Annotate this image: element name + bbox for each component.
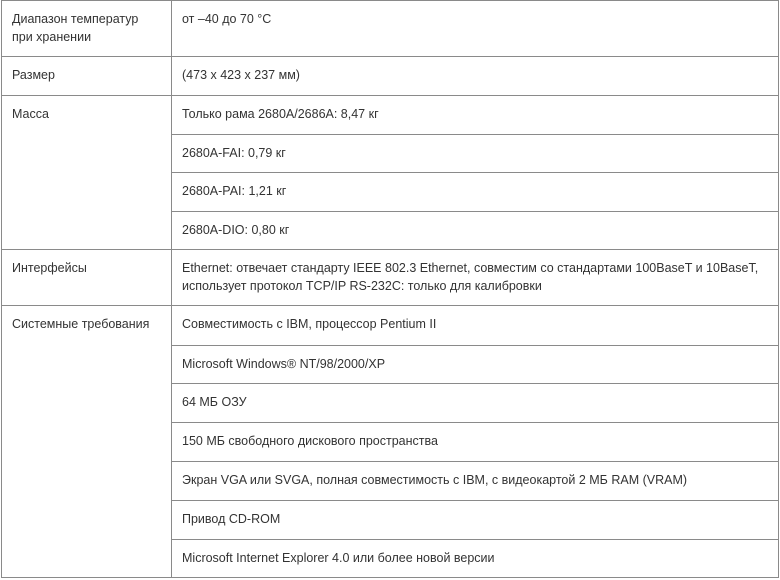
spec-label-storage-temperature: Диапазон температур при хранении [2, 1, 172, 57]
spec-value-sysreq-os: Microsoft Windows® NT/98/2000/XP [172, 346, 779, 384]
spec-value-sysreq-display: Экран VGA или SVGA, полная совместимость с IBM, с видеокартой 2 МБ RAM (VRAM) [172, 462, 779, 501]
table-row [2, 96, 779, 135]
spec-table [1, 0, 779, 578]
spec-label-system-requirements: Системные требования [2, 306, 172, 578]
spec-value-mass-fai: 2680A-FAI: 0,79 кг [172, 135, 779, 173]
spec-value-sysreq-disk: 150 МБ свободного дискового пространства [172, 423, 779, 462]
spec-label-mass: Масса [2, 96, 172, 250]
spec-value-mass-frame: Только рама 2680A/2686A: 8,47 кг [172, 96, 779, 135]
spec-value-sysreq-cpu: Совместимость с IBM, процессор Pentium II [172, 306, 779, 346]
spec-value-sysreq-ram: 64 МБ ОЗУ [172, 384, 779, 423]
spec-value-sysreq-browser: Microsoft Internet Explorer 4.0 или более новой версии [172, 540, 779, 578]
spec-value-mass-dio: 2680A-DIO: 0,80 кг [172, 212, 779, 250]
spec-value-sysreq-cdrom: Привод CD-ROM [172, 501, 779, 540]
spec-value-mass-pai: 2680A-PAI: 1,21 кг [172, 173, 779, 212]
table-row [2, 1, 779, 57]
spec-value-interfaces: Ethernet: отвечает стандарту IEEE 802.3 Ethernet, совместим со стандартами 100BaseT и 10BaseT, использует протокол TCP/IP RS-232C: только для калибровки [172, 250, 779, 306]
table-row [2, 250, 779, 306]
spec-value-size: (473 x 423 x 237 мм) [172, 57, 779, 96]
table-row [2, 57, 779, 96]
spec-label-size: Размер [2, 57, 172, 96]
spec-value-storage-temperature: от –40 до 70 °C [172, 1, 779, 57]
table-row [2, 306, 779, 346]
spec-label-interfaces: Интерфейсы [2, 250, 172, 306]
